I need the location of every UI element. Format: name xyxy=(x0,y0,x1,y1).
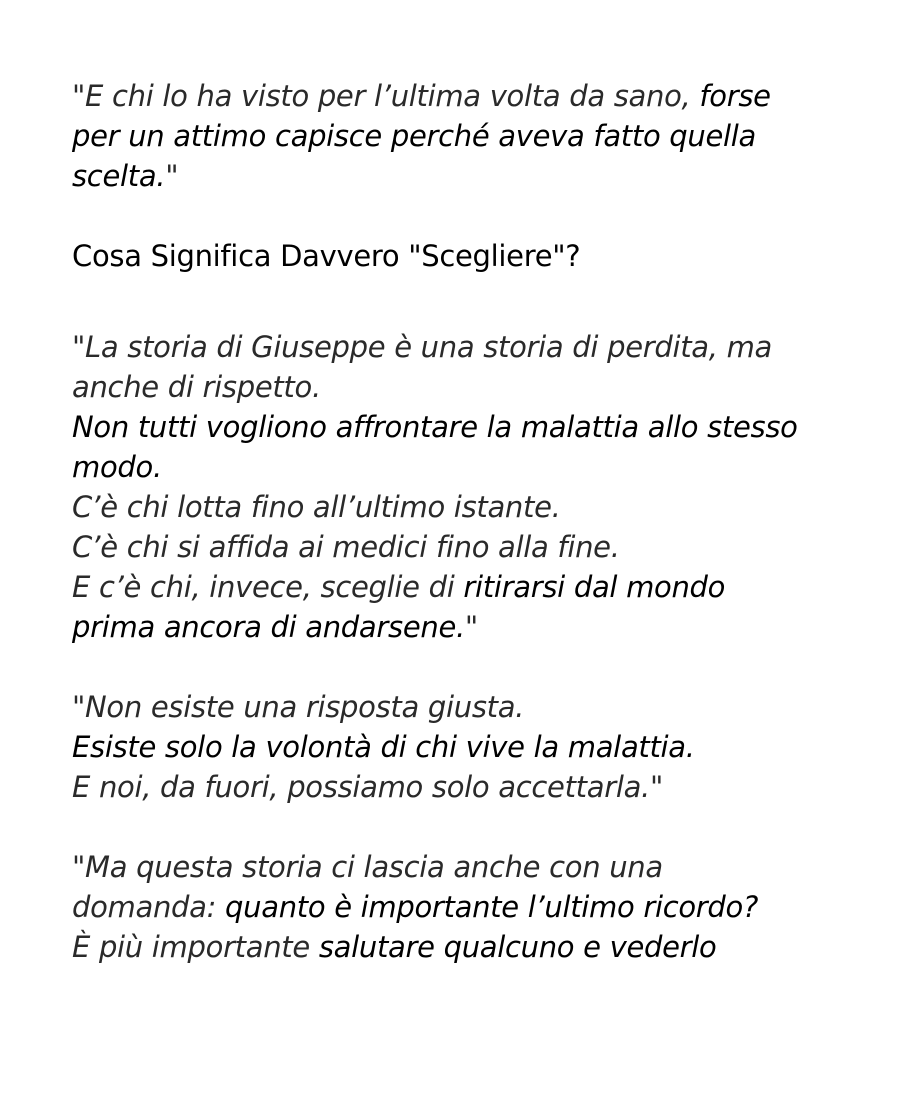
text-line xyxy=(72,76,862,116)
text-line: Esiste solo la volontà di chi vive la malattia. xyxy=(72,730,695,764)
text-line: E noi, da fuori, possiamo solo accettarla." xyxy=(72,770,664,804)
text-span-emphasis: salutare qualcuno e vederlo xyxy=(318,930,717,964)
text-line: "La storia di Giuseppe è una storia di perdita, ma xyxy=(72,330,773,364)
text-line: C’è chi si affida ai medici fino alla fine. xyxy=(72,530,620,564)
text-span-light: " xyxy=(165,159,179,193)
text-span-light: " xyxy=(464,610,478,644)
text-span-emphasis: ritirarsi dal mondo xyxy=(463,570,726,604)
paragraph-quote-2 xyxy=(72,327,862,647)
text-span-emphasis: scelta. xyxy=(72,159,166,193)
text-span-emphasis: prima ancora di andarsene. xyxy=(72,610,465,644)
paragraph-quote-3 xyxy=(72,687,862,807)
text-line: Non tutti vogliono affrontare la malattia allo stesso xyxy=(72,410,798,444)
text-span-emphasis: quanto è importante l’ultimo ricordo? xyxy=(225,890,759,924)
text-span-light: "E chi lo ha visto per l’ultima volta da sano, xyxy=(72,79,700,113)
document-page xyxy=(72,76,862,967)
text-line xyxy=(72,567,862,607)
text-line: "Ma questa storia ci lascia anche con una xyxy=(72,850,663,884)
paragraph-quote-1 xyxy=(72,76,862,196)
text-line: modo. xyxy=(72,450,162,484)
text-line xyxy=(72,156,862,196)
text-span-light: E c’è chi, invece, sceglie di xyxy=(72,570,464,604)
text-line xyxy=(72,927,862,967)
paragraph-quote-4 xyxy=(72,847,862,967)
text-span-light: È più importante xyxy=(72,930,319,964)
section-heading: Cosa Significa Davvero "Scegliere"? xyxy=(72,239,581,273)
text-line xyxy=(72,607,862,647)
text-line xyxy=(72,887,862,927)
text-span-emphasis: forse xyxy=(699,79,771,113)
text-line: anche di rispetto. xyxy=(72,370,321,404)
text-line: C’è chi lotta fino all’ultimo istante. xyxy=(72,490,561,524)
text-span-light: domanda: xyxy=(72,890,226,924)
text-line: "Non esiste una risposta giusta. xyxy=(72,690,525,724)
text-line: per un attimo capisce perché aveva fatto quella xyxy=(72,119,757,153)
